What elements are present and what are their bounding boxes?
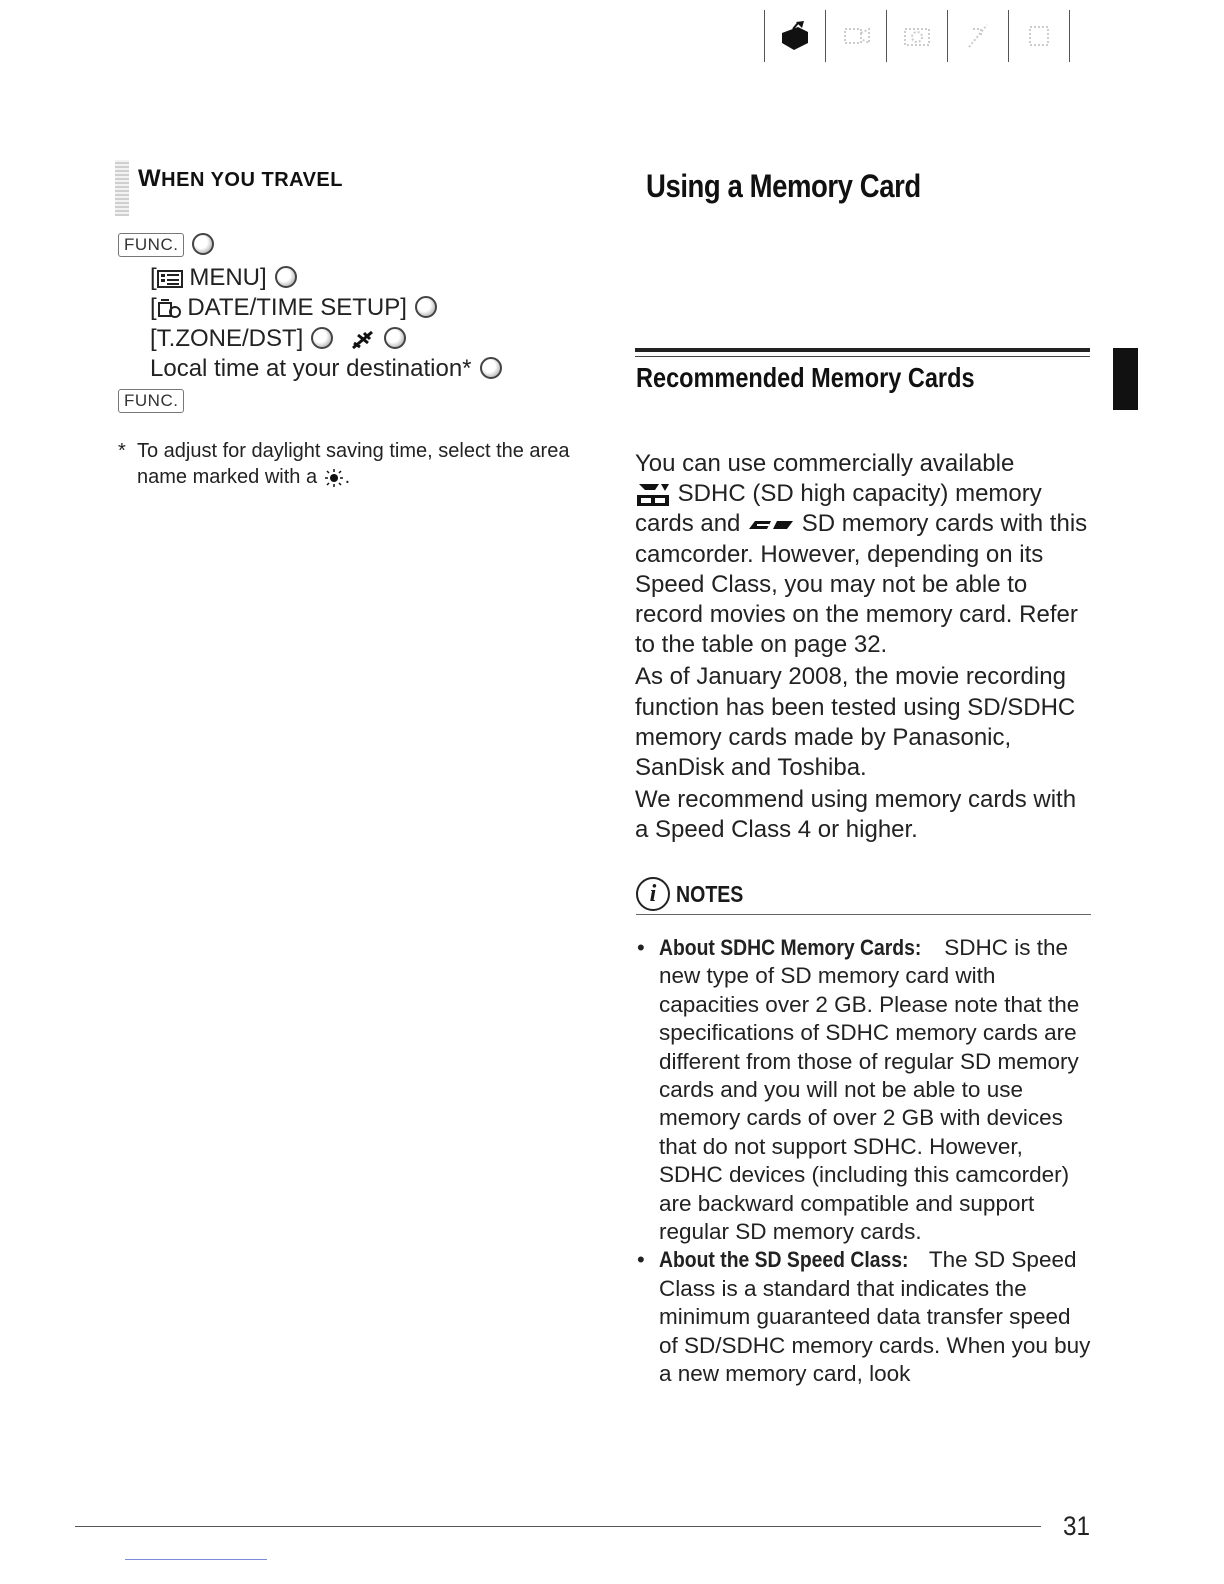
func-button-label: FUNC.: [118, 233, 184, 257]
body-text: [635, 449, 1095, 848]
procedure-step-menu: [ MENU]: [150, 263, 297, 293]
arrow-circle-icon: [275, 266, 297, 288]
scan-artifact-rule: [125, 1559, 267, 1560]
paragraph-1: You can use commercially available SDHC (SD high capacity) memory cards and SD memory cards with this camcorder. However, depending on its Speed Class, you may not be able to record movies on the memory card. Refer to the table on page 32.: [635, 450, 1088, 659]
arrow-circle-icon: [311, 327, 333, 349]
arrow-circle-icon: [480, 357, 502, 379]
airplane-icon: [350, 329, 376, 351]
photo-icon: [887, 11, 947, 61]
footnote: * To adjust for daylight saving time, select the area name marked with a .: [118, 440, 570, 488]
notes-label: NOTES: [676, 880, 744, 907]
sun-dst-icon: [323, 468, 345, 488]
movie-icon: [826, 11, 886, 61]
notes-list: [636, 934, 1091, 1389]
playback-icon: [948, 11, 1008, 61]
procedure-step-func-open: [118, 233, 214, 257]
arrow-circle-icon: [192, 233, 214, 255]
procedure-step-tzone: [T.ZONE/DST]: [150, 324, 406, 354]
section-marker: [115, 160, 129, 216]
sdhc-logo-icon: [635, 482, 671, 508]
list-item: • About SDHC Memory Cards: SDHC is the new type of SD memory card with capacities over 2 GB. Please note that the specifications of SDHC memory cards are different from those of regular SD memory cards and you will not be able to use memory cards of over 2 GB with devices that do not support SDHC. However, SDHC devices (including this camcorder) are backward compatible and support regular SD memory cards.: [637, 935, 1080, 1245]
func-button-label: FUNC.: [118, 389, 184, 413]
camcorder-setup-icon: [765, 11, 825, 61]
chapter-side-marker: [1113, 348, 1138, 410]
procedure-step-local-time: Local time at your destination*: [150, 354, 502, 384]
footer-rule: [75, 1526, 1041, 1527]
paragraph-3: We recommend using memory cards with a Speed Class 4 or higher.: [635, 786, 1077, 844]
section-title-recommended-memory-cards: Recommended Memory Cards: [636, 362, 975, 393]
info-icon: i: [636, 877, 670, 911]
page-title: Using a Memory Card: [646, 168, 921, 204]
section-title-when-you-travel: WHEN YOU TRAVEL: [138, 165, 343, 192]
page-number: 31: [1063, 1511, 1091, 1541]
notes-rule: [636, 914, 1091, 915]
tab-divider: [1069, 10, 1070, 62]
sd-logo-icon: [747, 517, 795, 533]
chapter-tabs: [764, 8, 1070, 64]
procedure-step-func-close: [118, 389, 184, 413]
notes-heading: [636, 877, 755, 911]
section-rule: [635, 348, 1090, 352]
arrow-circle-icon: [415, 296, 437, 318]
arrow-circle-icon: [384, 327, 406, 349]
procedure-step-datetime: [ DATE/TIME SETUP]: [150, 293, 437, 323]
setup-camera-icon: [157, 298, 181, 320]
extra-icon: [1009, 11, 1069, 61]
paragraph-2: As of January 2008, the movie recording function has been tested using SD/SDHC memory cards made by Panasonic, SanDisk and Toshiba.: [635, 663, 1076, 782]
section-rule-thin: [635, 356, 1090, 357]
menu-list-icon: [157, 269, 183, 289]
list-item: • About the SD Speed Class: The SD Speed Class is a standard that indicates the minimum guaranteed data transfer speed of SD/SDHC memory cards. When you buy a new memory card, look: [637, 1247, 1091, 1387]
